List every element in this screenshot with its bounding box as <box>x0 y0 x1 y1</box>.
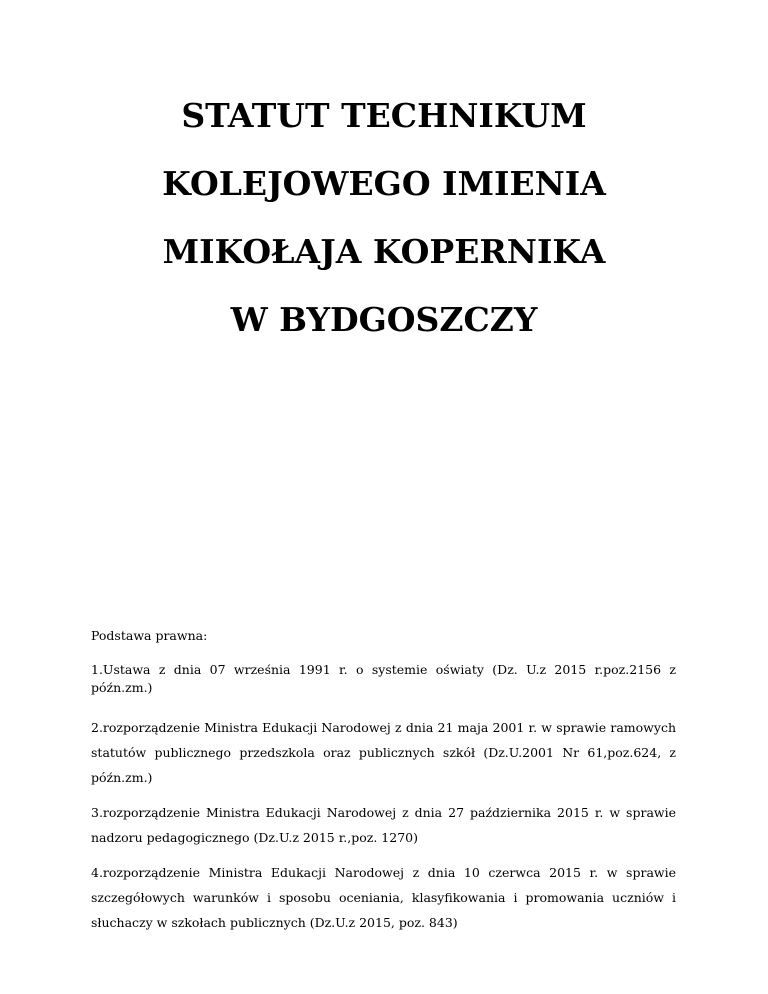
legal-basis-item: 2.rozporządzenie Ministra Edukacji Narodowej z dnia 21 maja 2001 r. w sprawie ramowych statutów publicznego przedszkola oraz publicznych szkół (Dz.U.2001 Nr 61,poz.624, z późn.zm.) <box>91 720 676 785</box>
legal-basis-item: 3.rozporządzenie Ministra Edukacji Narodowej z dnia 27 października 2015 r. w sprawie nadzoru pedagogicznego (Dz.U.z 2015 r.,poz. 1270) <box>91 805 676 845</box>
legal-basis-item: 4.rozporządzenie Ministra Edukacji Narodowej z dnia 10 czerwca 2015 r. w sprawie szczegółowych warunków i sposobu oceniania, klasyfikowania i promowania uczniów i słuchaczy w szkołach publicznych (Dz.U.z 2015, poz. 843) <box>91 865 676 930</box>
title-line: STATUT TECHNIKUM <box>181 96 587 135</box>
legal-basis-section <box>91 627 676 945</box>
title-line: W BYDGOSZCZY <box>230 300 538 339</box>
document-title <box>0 82 768 354</box>
title-line: KOLEJOWEGO IMIENIA <box>162 164 606 203</box>
legal-basis-item: 1.Ustawa z dnia 07 września 1991 r. o systemie oświaty (Dz. U.z 2015 r.poz.2156 z późn.zm.) <box>91 662 676 695</box>
legal-basis-heading: Podstawa prawna: <box>91 628 208 643</box>
title-line: MIKOŁAJA KOPERNIKA <box>162 232 606 271</box>
